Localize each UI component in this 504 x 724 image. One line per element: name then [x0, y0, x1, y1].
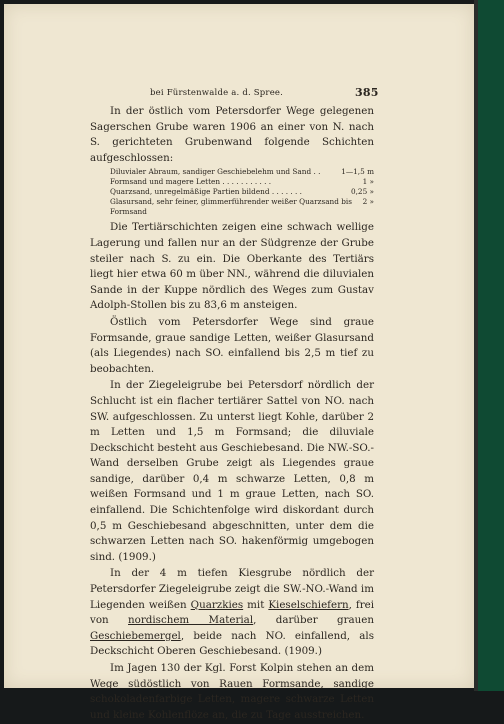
strata-label: Glasursand, sehr feiner, glimmerführender weißer Quarzsand bis: [110, 197, 352, 207]
paragraph-5-text: mit: [247, 598, 265, 611]
paragraph-2: Die Tertiärschichten zeigen eine schwach wellige Lagerung und fallen nur an der Südgrenze der Grube steiler nach S. zu ein. Die Oberkante des Tertiärs liegt hier etwa 60 m über NN., während die diluvialen Sande in der Kuppe nördlich des Weges zum Gustav Adolph-Stollen bis zu 83,6 m ansteigen.: [90, 221, 374, 312]
strata-label: Diluvialer Abraum, sandiger Geschiebelehm und Sand . .: [110, 167, 321, 177]
underlined-term: Geschiebemergel: [90, 629, 181, 642]
strata-label: Formsand: [110, 207, 147, 217]
paragraph-5-text: In der 4 m tiefen Kiesgrube nördlich der Petersdorfer Ziegeleigrube zeigt die SW.-NO.-Wand im Liegenden weißen: [90, 567, 374, 611]
strata-label: Quarzsand, unregelmäßige Partien bildend . . . . . . .: [110, 187, 302, 197]
underlined-term: Quarzkies: [190, 598, 244, 611]
strata-row: [110, 177, 374, 187]
paragraph-5-text: , frei von: [90, 598, 375, 627]
strata-label: Formsand und magere Letten . . . . . . . . . . .: [110, 177, 272, 187]
paragraph-6: Im Jagen 130 der Kgl. Forst Kolpin stehen an dem Wege südöstlich von Rauen Formsande, sandige schokoladenfarbige Letten, magere schwarze Letten und kleine Kohlenflöze an, die zu Tage ausstreichen.: [90, 662, 374, 721]
paragraph-5-text: , beide nach NO. einfallend, als Deckschicht Oberen Geschiebesand. (1909.): [90, 629, 374, 658]
paragraph-4: In der Ziegeleigrube bei Petersdorf nördlich der Schlucht ist ein flacher tertiärer Sattel von NO. nach SW. aufgeschlossen. Zu unterst liegt Kohle, darüber 2 m Letten und 1,5 m Formsand; die diluviale Deckschicht besteht aus Geschiebesand. Die NW.-SO.-Wand derselben Grube zeigt als Liegendes graue sandige, darüber 0,4 m schwarze Letten, 0,8 m weißen Formsand und 1 m graue Letten, nach SO. einfallend. Die Schichtenfolge wird diskordant durch 0,5 m Geschiebesand abgeschnitten, unter dem die schwarzen Letten nach SO. hakenförmig umgebogen sind. (1909.): [90, 379, 374, 563]
paragraph-1: In der östlich vom Petersdorfer Wege gelegenen Sagerschen Grube waren 1906 an einer von N. nach S. gerichteten Grubenwand folgende Schichten aufgeschlossen:: [90, 105, 374, 164]
paragraph-3: Östlich vom Petersdorfer Wege sind graue Formsande, graue sandige Letten, weißer Glasursand (als Liegendes) nach SO. einfallend bis 2,5 m tief zu beobachten.: [90, 315, 374, 375]
strata-value: 1—1,5 m: [341, 167, 374, 177]
strata-row: [110, 197, 374, 207]
strata-value: 1 »: [362, 177, 374, 187]
paragraph-5: [90, 566, 374, 660]
paragraph-5-text: , darüber grauen: [253, 614, 374, 627]
underlined-term: nordischem Material: [128, 614, 254, 627]
strata-row: [110, 167, 374, 177]
strata-list: [110, 167, 374, 217]
underlined-term: Kieselschiefern: [268, 598, 349, 611]
strata-value: 2 »: [362, 197, 374, 207]
strata-row: [110, 207, 374, 217]
cover-edge: [478, 0, 504, 691]
running-title: bei Fürstenwalde a. d. Spree.: [150, 88, 284, 98]
running-header: [150, 86, 379, 99]
strata-value: 0,25 »: [350, 187, 374, 197]
page-body: [90, 104, 374, 724]
page-number: 385: [355, 86, 379, 99]
strata-row: [110, 187, 374, 197]
